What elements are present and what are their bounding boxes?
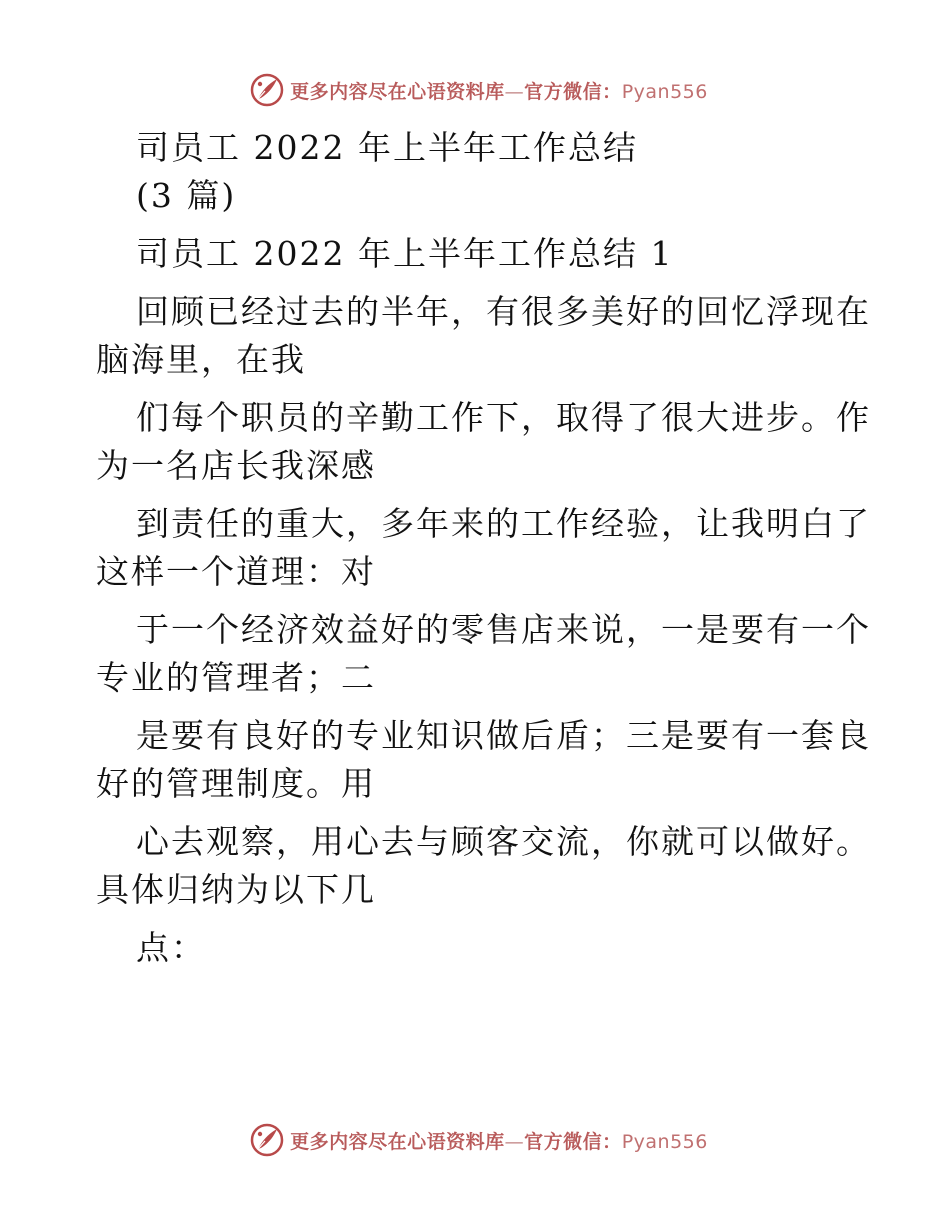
banner-official-label: 官方微信： xyxy=(524,1130,622,1153)
header-banner xyxy=(0,68,950,112)
banner-handle: Pyan556 xyxy=(621,1130,708,1153)
paragraph-2-line2: 为一名店长我深感 xyxy=(96,446,376,485)
banner-official-label: 官方微信： xyxy=(524,80,622,103)
paragraph-7-line1: 点： xyxy=(136,928,206,967)
banner-content xyxy=(250,1123,708,1157)
paragraph-4-line1: 于一个经济效益好的零售店来说，一是要有一个 xyxy=(136,610,871,649)
paragraph-1-line2: 脑海里，在我 xyxy=(96,340,306,379)
paragraph-3-line1: 到责任的重大，多年来的工作经验，让我明白了 xyxy=(136,504,871,543)
document-body xyxy=(96,124,871,972)
paragraph-1-line1: 回顾已经过去的半年，有很多美好的回忆浮现在 xyxy=(136,292,871,331)
paragraph-5-line1: 是要有良好的专业知识做后盾；三是要有一套良 xyxy=(136,716,871,755)
banner-dash: — xyxy=(504,1130,525,1153)
paragraph-4-line2: 专业的管理者；二 xyxy=(96,658,376,697)
footer-banner xyxy=(0,1118,950,1162)
doc-title-line1: 司员工 2022 年上半年工作总结 xyxy=(136,128,638,167)
banner-text xyxy=(290,77,708,104)
banner-dash: — xyxy=(504,80,525,103)
paragraph-6-line1: 心去观察，用心去与顾客交流，你就可以做好。 xyxy=(136,822,871,861)
doc-subtitle: 司员工 2022 年上半年工作总结 1 xyxy=(136,234,674,273)
doc-title-line2: (3 篇) xyxy=(136,176,237,215)
paragraph-2-line1: 们每个职员的辛勤工作下，取得了很大进步。作 xyxy=(136,398,871,437)
banner-text xyxy=(290,1127,708,1154)
paragraph-3-line2: 这样一个道理：对 xyxy=(96,552,376,591)
banner-content xyxy=(250,73,708,107)
banner-slogan: 更多内容尽在心语资料库 xyxy=(290,80,505,103)
quill-logo-icon xyxy=(250,1123,284,1157)
banner-handle: Pyan556 xyxy=(621,80,708,103)
banner-slogan: 更多内容尽在心语资料库 xyxy=(290,1130,505,1153)
paragraph-5-line2: 好的管理制度。用 xyxy=(96,764,376,803)
quill-logo-icon xyxy=(250,73,284,107)
paragraph-6-line2: 具体归纳为以下几 xyxy=(96,870,376,909)
